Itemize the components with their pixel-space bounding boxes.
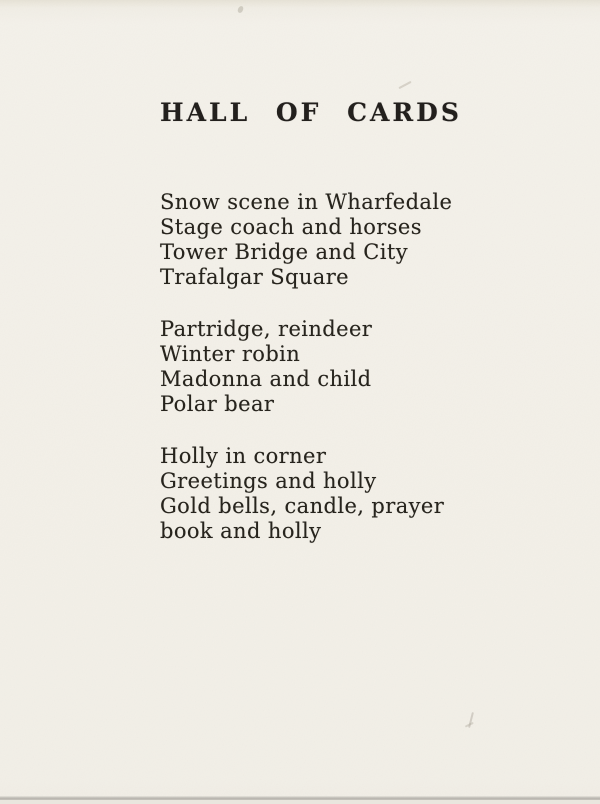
scan-speck [237,5,244,13]
card-list-group-2 [160,317,500,417]
card-list-item: book and holly [160,519,322,543]
card-list-group-3 [160,444,500,544]
card-list-item: Madonna and child [160,367,372,391]
card-list-item: Greetings and holly [160,469,377,493]
card-list-item: Partridge, reindeer [160,317,373,341]
card-list-item: Winter robin [160,342,301,366]
card-list-item: Trafalgar Square [160,265,349,289]
card-list-item: Polar bear [160,392,275,416]
card-top-edge [0,0,600,8]
card-list-item: Stage coach and horses [160,215,422,239]
scan-scratch [468,712,474,728]
card-bottom-edge-strip [0,800,600,804]
card-list [160,190,500,571]
card-title: HALL OF CARDS [160,98,462,127]
card-list-item: Gold bells, candle, prayer [160,494,445,518]
card-list-item: Holly in corner [160,444,327,468]
card-list-item: Tower Bridge and City [160,240,408,264]
card-list-item: Snow scene in Wharfedale [160,190,453,214]
scan-speck [398,81,411,89]
card-list-group-1 [160,190,500,290]
